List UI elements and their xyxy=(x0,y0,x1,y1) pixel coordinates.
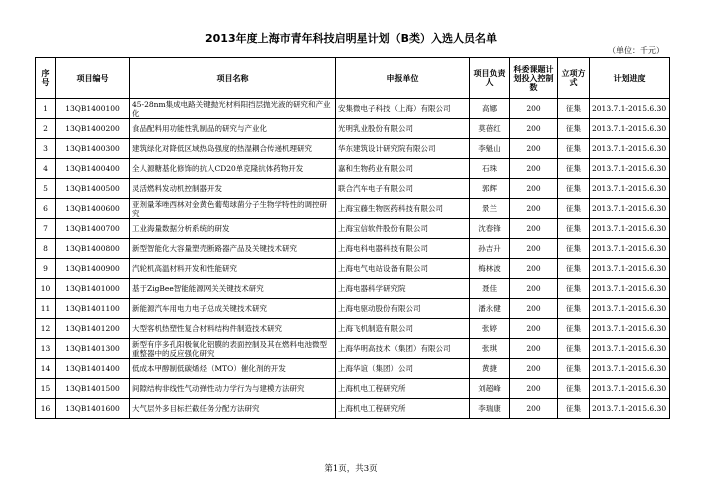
cell-code: 13QB1401500 xyxy=(56,379,130,399)
cell-leader: 高娜 xyxy=(470,99,510,119)
page-title: 2013年度上海市青年科技启明星计划（B类）入选人员名单 xyxy=(205,32,497,45)
cell-org: 上海飞机制造有限公司 xyxy=(336,319,470,339)
cell-org: 上海电驱动股份有限公司 xyxy=(336,299,470,319)
cell-leader: 聂佳 xyxy=(470,279,510,299)
cell-schedule: 2013.7.1-2015.6.30 xyxy=(590,139,670,159)
cell-org: 上海电器科学研究院 xyxy=(336,279,470,299)
cell-org: 上海华谊（集团）公司 xyxy=(336,359,470,379)
cell-org: 安集微电子科技（上海）有限公司 xyxy=(336,99,470,119)
cell-code: 13QB1400100 xyxy=(56,99,130,119)
table-row xyxy=(36,279,670,299)
cell-leader: 潘永健 xyxy=(470,299,510,319)
table-row xyxy=(36,239,670,259)
cell-schedule: 2013.7.1-2015.6.30 xyxy=(590,299,670,319)
cell-seq: 16 xyxy=(36,399,56,419)
table-row xyxy=(36,379,670,399)
cell-name: 基于ZigBee智能能源网关关键技术研究 xyxy=(130,279,336,299)
cell-org: 上海电气电站设备有限公司 xyxy=(336,259,470,279)
cell-fund: 200 xyxy=(510,159,558,179)
cell-schedule: 2013.7.1-2015.6.30 xyxy=(590,219,670,239)
cell-seq: 12 xyxy=(36,319,56,339)
page-footer: 第1页，共3页 xyxy=(324,464,378,474)
cell-name: 新型有序多孔阳极氧化铝膜的表面控制及其在燃料电池微型重整器中的反应强化研究 xyxy=(130,339,336,359)
cell-leader: 黄捷 xyxy=(470,359,510,379)
cell-seq: 3 xyxy=(36,139,56,159)
cell-org: 嘉和生物药业有限公司 xyxy=(336,159,470,179)
cell-method: 征集 xyxy=(558,159,590,179)
cell-method: 征集 xyxy=(558,279,590,299)
table-row xyxy=(36,179,670,199)
cell-method: 征集 xyxy=(558,299,590,319)
cell-name: 食品配料用功能性乳制品的研究与产业化 xyxy=(130,119,336,139)
table-row xyxy=(36,119,670,139)
cell-code: 13QB1400900 xyxy=(56,259,130,279)
cell-schedule: 2013.7.1-2015.6.30 xyxy=(590,339,670,359)
cell-method: 征集 xyxy=(558,199,590,219)
cell-seq: 13 xyxy=(36,339,56,359)
table-row xyxy=(36,259,670,279)
table-row xyxy=(36,399,670,419)
cell-name: 新型智能化大容量塑壳断路器产品及关键技术研究 xyxy=(130,239,336,259)
cell-seq: 8 xyxy=(36,239,56,259)
cell-name: 建筑绿化对降低区域热岛强度的热湿耦合传递机理研究 xyxy=(130,139,336,159)
cell-name: 大型客机热塑性复合材料结构件制造技术研究 xyxy=(130,319,336,339)
cell-name: 新能源汽车用电力电子总成关键技术研究 xyxy=(130,299,336,319)
cell-seq: 9 xyxy=(36,259,56,279)
cell-fund: 200 xyxy=(510,99,558,119)
cell-fund: 200 xyxy=(510,219,558,239)
cell-method: 征集 xyxy=(558,339,590,359)
table-row xyxy=(36,199,670,219)
cell-code: 13QB1400400 xyxy=(56,159,130,179)
cell-seq: 5 xyxy=(36,179,56,199)
cell-fund: 200 xyxy=(510,119,558,139)
cell-org: 上海宝藤生物医药科技有限公司 xyxy=(336,199,470,219)
cell-seq: 6 xyxy=(36,199,56,219)
cell-org: 联合汽车电子有限公司 xyxy=(336,179,470,199)
cell-leader: 张婷 xyxy=(470,319,510,339)
table-row xyxy=(36,219,670,239)
cell-org: 上海华明高技术（集团）有限公司 xyxy=(336,339,470,359)
cell-fund: 200 xyxy=(510,279,558,299)
cell-code: 13QB1400800 xyxy=(56,239,130,259)
cell-schedule: 2013.7.1-2015.6.30 xyxy=(590,379,670,399)
header-row xyxy=(36,58,670,99)
cell-method: 征集 xyxy=(558,179,590,199)
cell-fund: 200 xyxy=(510,259,558,279)
cell-fund: 200 xyxy=(510,399,558,419)
cell-code: 13QB1400300 xyxy=(56,139,130,159)
cell-name: 汽轮机高温材料开发和性能研究 xyxy=(130,259,336,279)
table-row xyxy=(36,299,670,319)
cell-seq: 15 xyxy=(36,379,56,399)
table-row xyxy=(36,339,670,359)
cell-schedule: 2013.7.1-2015.6.30 xyxy=(590,319,670,339)
cell-org: 上海机电工程研究所 xyxy=(336,379,470,399)
cell-schedule: 2013.7.1-2015.6.30 xyxy=(590,159,670,179)
cell-seq: 1 xyxy=(36,99,56,119)
cell-method: 征集 xyxy=(558,99,590,119)
selection-table xyxy=(35,57,670,419)
cell-fund: 200 xyxy=(510,319,558,339)
cell-fund: 200 xyxy=(510,379,558,399)
cell-seq: 14 xyxy=(36,359,56,379)
cell-schedule: 2013.7.1-2015.6.30 xyxy=(590,119,670,139)
cell-schedule: 2013.7.1-2015.6.30 xyxy=(590,179,670,199)
cell-name: 灵活燃料发动机控制器开发 xyxy=(130,179,336,199)
cell-code: 13QB1401100 xyxy=(56,299,130,319)
cell-leader: 刘超峰 xyxy=(470,379,510,399)
cell-fund: 200 xyxy=(510,239,558,259)
cell-leader: 孙吉升 xyxy=(470,239,510,259)
table-row xyxy=(36,139,670,159)
cell-seq: 11 xyxy=(36,299,56,319)
table-row xyxy=(36,359,670,379)
header-name: 项目名称 xyxy=(130,58,336,99)
cell-leader: 沈春锋 xyxy=(470,219,510,239)
cell-leader: 张琪 xyxy=(470,339,510,359)
table-row xyxy=(36,319,670,339)
cell-leader: 梅林波 xyxy=(470,259,510,279)
cell-name: 间隙结构非线性气动弹性动力学行为与建模方法研究 xyxy=(130,379,336,399)
cell-code: 13QB1400500 xyxy=(56,179,130,199)
cell-schedule: 2013.7.1-2015.6.30 xyxy=(590,239,670,259)
cell-method: 征集 xyxy=(558,119,590,139)
table-row xyxy=(36,99,670,119)
cell-org: 上海电科电器科技有限公司 xyxy=(336,239,470,259)
cell-name: 低成本甲醇制低碳烯烃（MTO）催化剂的开发 xyxy=(130,359,336,379)
cell-schedule: 2013.7.1-2015.6.30 xyxy=(590,359,670,379)
cell-org: 华东建筑设计研究院有限公司 xyxy=(336,139,470,159)
cell-code: 13QB1400600 xyxy=(56,199,130,219)
cell-seq: 4 xyxy=(36,159,56,179)
header-code: 项目编号 xyxy=(56,58,130,99)
header-fund: 科委课题计划投入控制数 xyxy=(510,58,558,99)
cell-method: 征集 xyxy=(558,219,590,239)
cell-method: 征集 xyxy=(558,359,590,379)
cell-code: 13QB1401300 xyxy=(56,339,130,359)
cell-method: 征集 xyxy=(558,139,590,159)
cell-fund: 200 xyxy=(510,339,558,359)
cell-schedule: 2013.7.1-2015.6.30 xyxy=(590,199,670,219)
cell-leader: 景兰 xyxy=(470,199,510,219)
cell-fund: 200 xyxy=(510,299,558,319)
cell-name: 大气层外多目标拦截任务分配方法研究 xyxy=(130,399,336,419)
cell-method: 征集 xyxy=(558,379,590,399)
cell-seq: 10 xyxy=(36,279,56,299)
cell-fund: 200 xyxy=(510,359,558,379)
header-seq: 序号 xyxy=(36,58,56,99)
unit-note: （单位：千元） xyxy=(608,46,664,55)
cell-name: 45-28nm集成电路关键抛光材料阳挡层抛光液的研究和产业化 xyxy=(130,99,336,119)
cell-org: 上海宝信软件股份有限公司 xyxy=(336,219,470,239)
cell-code: 13QB1401200 xyxy=(56,319,130,339)
cell-name: 亚剂量苯唑西林对金黄色葡萄球菌分子生物学特性的调控研究 xyxy=(130,199,336,219)
cell-leader: 郭辉 xyxy=(470,179,510,199)
cell-fund: 200 xyxy=(510,139,558,159)
cell-seq: 2 xyxy=(36,119,56,139)
cell-org: 上海机电工程研究所 xyxy=(336,399,470,419)
cell-code: 13QB1401400 xyxy=(56,359,130,379)
header-leader: 项目负责人 xyxy=(470,58,510,99)
cell-seq: 7 xyxy=(36,219,56,239)
header-org: 申报单位 xyxy=(336,58,470,99)
cell-method: 征集 xyxy=(558,239,590,259)
cell-method: 征集 xyxy=(558,259,590,279)
cell-method: 征集 xyxy=(558,399,590,419)
cell-schedule: 2013.7.1-2015.6.30 xyxy=(590,99,670,119)
cell-org: 光明乳业股份有限公司 xyxy=(336,119,470,139)
cell-method: 征集 xyxy=(558,319,590,339)
cell-leader: 李魁山 xyxy=(470,139,510,159)
cell-code: 13QB1400200 xyxy=(56,119,130,139)
header-schedule: 计划进度 xyxy=(590,58,670,99)
cell-schedule: 2013.7.1-2015.6.30 xyxy=(590,399,670,419)
cell-name: 全人源糖基化修饰的抗人CD20单克隆抗体药物开发 xyxy=(130,159,336,179)
cell-name: 工业海量数据分析系统的研发 xyxy=(130,219,336,239)
cell-fund: 200 xyxy=(510,199,558,219)
cell-leader: 石珠 xyxy=(470,159,510,179)
cell-leader: 莫蓓红 xyxy=(470,119,510,139)
cell-code: 13QB1400700 xyxy=(56,219,130,239)
cell-schedule: 2013.7.1-2015.6.30 xyxy=(590,279,670,299)
cell-code: 13QB1401000 xyxy=(56,279,130,299)
table-row xyxy=(36,159,670,179)
cell-code: 13QB1401600 xyxy=(56,399,130,419)
cell-leader: 李瑞康 xyxy=(470,399,510,419)
cell-fund: 200 xyxy=(510,179,558,199)
header-method: 立项方式 xyxy=(558,58,590,99)
cell-schedule: 2013.7.1-2015.6.30 xyxy=(590,259,670,279)
